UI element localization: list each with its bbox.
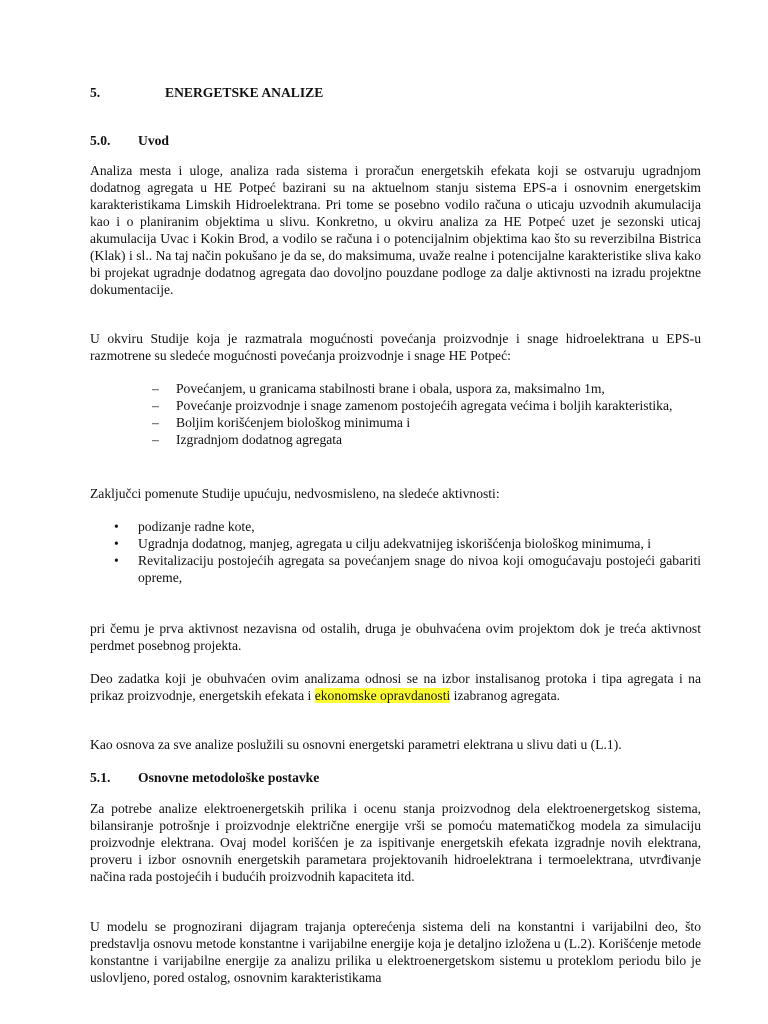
task-text: Deo zadatka koji je obuhvaćen ovim analizama odnosi se na izbor instalisanog protoka i tipa agregata i na prikaz proizvodnje, energetskih efekata i xyxy=(90,671,701,703)
paragraph-basis: Kao osnova za sve analize poslužili su osnovni energetski parametri elektrana u slivu dati u (L.1). xyxy=(90,737,622,752)
dash-list xyxy=(90,380,701,448)
list-item: • Revitalizaciju postojećih agregata sa povećanjem snage do nivoa koji omogućavaju postojeći gabariti opreme, xyxy=(114,552,701,586)
section-number: 5.1. xyxy=(90,770,111,785)
section-number: 5. xyxy=(90,85,101,100)
section-heading-5-1 xyxy=(90,769,701,786)
list-item: – Boljim korišćenjem biološkog minimuma i xyxy=(152,414,701,431)
section-heading-5-0 xyxy=(90,132,701,149)
paragraph-model: Za potrebe analize elektroenergetskih prilika i ocenu stanja proizvodnog dela elektroenergetskog sistema, bilansiranje potrošnje i proizvodnje električne energije vrši se pomoću matematičkog modela za simulaciju proizvodnje elektrana. Ovaj model korišćen je za ispitivanje energetskih efekata izgradnje novih elektrana, proveru i izbor osnovnih energetskih parametara projektovanih hidroelektrana i termoelektrana, utvrđivanje načina rada postojećih i budućih proizvodnih kapaciteta itd. xyxy=(90,801,701,884)
list-item: – Izgradnjom dodatnog agregata xyxy=(152,431,701,448)
section-title: Osnovne metodološke postavke xyxy=(138,770,320,785)
paragraph-activities: pri čemu je prva aktivnost nezavisna od ostalih, druga je obuhvaćena ovim projektom dok je treća aktivnost perdmet posebnog projekta. xyxy=(90,621,701,653)
list-item: • Ugradnja dodatnog, manjeg, agregata u cilju adekvatnijeg iskorišćenja biološkog minimuma, i xyxy=(114,535,701,552)
section-title: ENERGETSKE ANALIZE xyxy=(165,85,324,100)
section-number: 5.0. xyxy=(90,133,111,148)
paragraph-conclusions: Zaključci pomenute Studije upućuju, nedvosmisleno, na sledeće aktivnosti: xyxy=(90,486,500,501)
section-heading-5 xyxy=(90,84,701,101)
paragraph-task xyxy=(90,670,701,704)
paragraph-study: U okviru Studije koja je razmatrala mogućnosti povećanja proizvodnje i snage hidroelektrana u EPS-u razmotrene su sledeće mogućnosti povećanja proizvodnje i snage HE Potpeć: xyxy=(90,331,701,363)
highlighted-text: ekonomske opravdanosti xyxy=(314,688,451,703)
section-title: Uvod xyxy=(138,133,169,148)
paragraph-method: U modelu se prognozirani dijagram trajanja opterećenja sistema deli na konstantni i varijabilni deo, što predstavlja osnovu metode konstantne i varijabilne energije koja je detaljno izložena u (L.2). Korišćenje metode konstantne i varijabilne energije za analizu prilika u elektroenergetskom sistemu u proteklom periodu bilo je uslovljeno, pored ostalog, osnovnim karakteristikama xyxy=(90,919,701,985)
list-item: – Povećanje proizvodnje i snage zamenom postojećih agregata većima i boljih karakteristika, xyxy=(152,397,701,414)
list-item: • podizanje radne kote, xyxy=(114,518,701,535)
task-text-end: izabranog agregata. xyxy=(450,688,561,703)
paragraph-intro: Analiza mesta i uloge, analiza rada sistema i proračun energetskih efekata koji se ostvaruju ugradnjom dodatnog agregata u HE Potpeć bazirani su na aktuelnom stanju sistema EPS-a i osnovnim energetskim karakteristikama Limskih Hidroelektrana. Pri tome se posebno vodilo računa o uticaju uzvodnih akumulacija kao i o planiranim objektima u slivu. Konkretno, u okviru analiza za HE Potpeć uzet je sezonski uticaj akumulacija Uvac i Kokin Brod, a vodilo se računa i o potencijalnim objektima kao što su reverzibilna Bistrica (Klak) i sl.. Na taj način pokušano je da se, do maksimuma, uvaže realne i potencijalne karakteristike sliva kako bi projekat ugradnje dodatnog agregata dao dovoljno pouzdane podloge za dalje aktivnosti na izradu projektne dokumentacije. xyxy=(90,163,701,297)
list-item: – Povećanjem, u granicama stabilnosti brane i obala, uspora za, maksimalno 1m, xyxy=(152,380,701,397)
bullet-list xyxy=(90,518,701,586)
